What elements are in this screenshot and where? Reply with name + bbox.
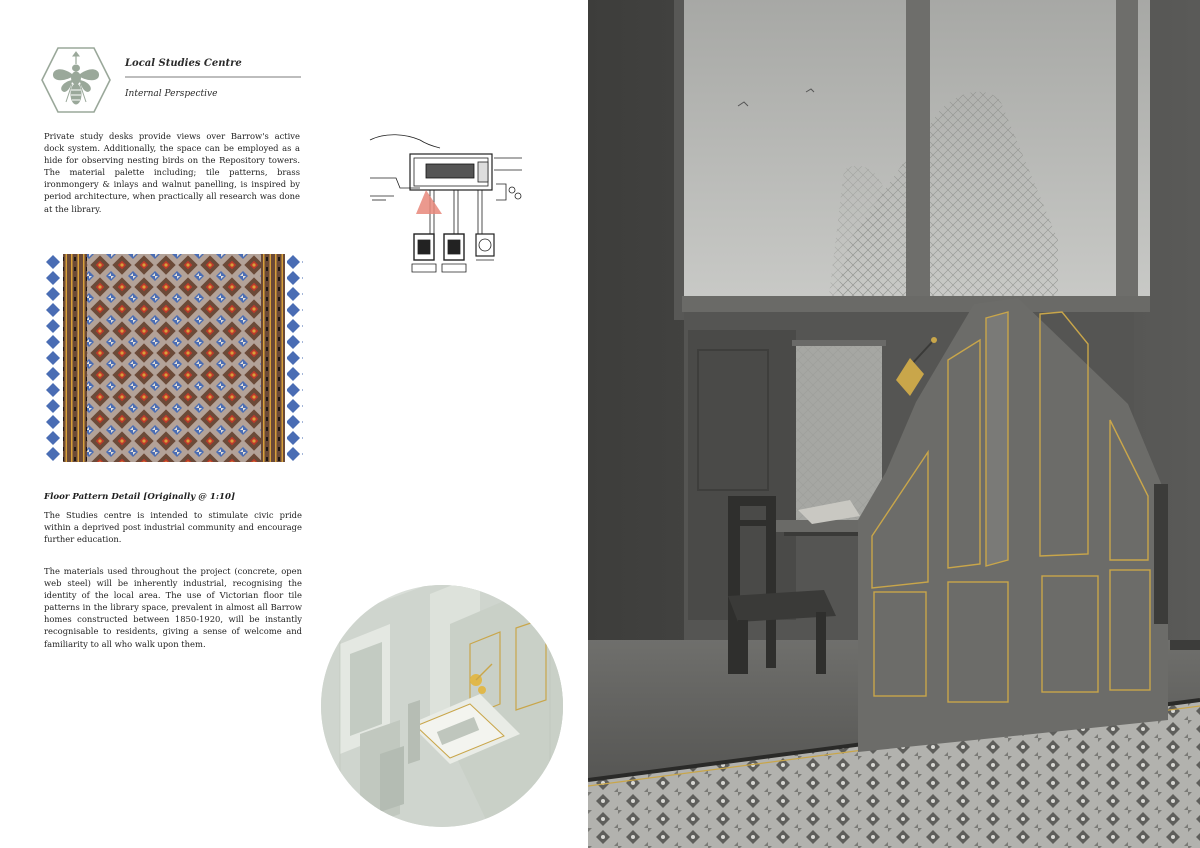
floor-pattern-caption: Floor Pattern Detail [Originally @ 1:10] xyxy=(44,492,236,502)
materials-paragraph: The materials used throughout the project (concrete, open web steel) will be inherently industrial, recognising the identity of the local area. The use of Victorian floor tile patterns in the library space, prevalent in almost all Barrow homes constructed between 1850-1920, will be instantly recognisable to residents, giving a sense of welcome and familiarity to all who walk upon them. xyxy=(44,566,302,649)
key-plan-drawing xyxy=(366,130,526,280)
bee-emblem-hexagon-icon xyxy=(40,44,112,116)
axonometric-desk-vignette xyxy=(320,584,564,828)
sheet-subtitle: Internal Perspective xyxy=(125,89,218,99)
view-cone-marker xyxy=(416,190,442,214)
floor-tile-pattern xyxy=(45,254,303,462)
title-divider xyxy=(125,76,301,78)
civic-pride-paragraph: The Studies centre is intended to stimulate civic pride within a deprived post industrial community and encourage further education. xyxy=(44,510,302,545)
internal-perspective-render xyxy=(588,0,1200,848)
sheet-title: Local Studies Centre xyxy=(125,58,242,69)
intro-paragraph: Private study desks provide views over Barrow's active dock system. Additionally, the space can be employed as a hide for observing nesting birds on the Repository towers. The material palette including; tile patterns, brass ironmongery & inlays and walnut panelling, is inspired by period architecture, when practically all research was done at the library. xyxy=(44,131,300,214)
left-page xyxy=(0,0,588,848)
